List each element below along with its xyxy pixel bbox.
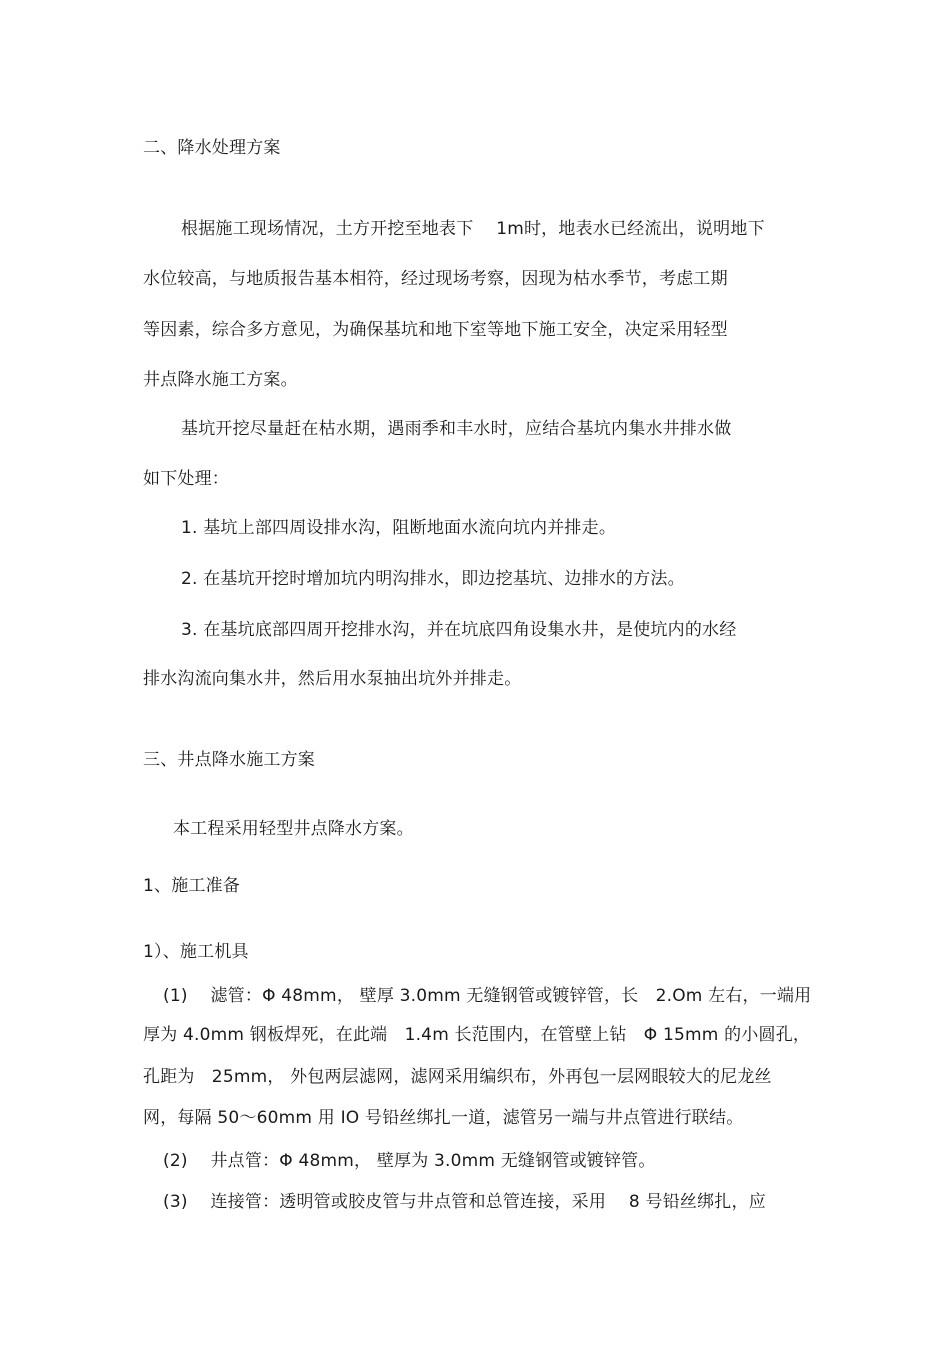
section-heading-3: 三、井点降水施工方案 (143, 750, 315, 770)
list-item: (2) 井点管：Φ 48mm， 壁厚为 3.0mm 无缝钢管或镀锌管。 (163, 1151, 656, 1171)
list-item-continuation: 孔距为 25mm， 外包两层滤网，滤网采用编织布，外再包一层网眼较大的尼龙丝 (143, 1067, 772, 1087)
list-item-continuation: 排水沟流向集水井，然后用水泵抽出坑外并排走。 (143, 669, 522, 689)
list-item: 2. 在基坑开挖时增加坑内明沟排水，即边挖基坑、边排水的方法。 (181, 569, 685, 589)
paragraph-line: 基坑开挖尽量赶在枯水期，遇雨季和丰水时，应结合基坑内集水井排水做 (181, 419, 732, 439)
subsection-heading: 1、施工准备 (143, 876, 241, 896)
paragraph-line: 井点降水施工方案。 (143, 370, 298, 390)
list-item-continuation: 网，每隔 50～60mm 用 IO 号铅丝绑扎一道，滤管另一端与井点管进行联结。 (143, 1108, 744, 1128)
subsection-heading: 1）、施工机具 (143, 942, 249, 962)
paragraph-line: 根据施工现场情况，土方开挖至地表下 1m时，地表水已经流出，说明地下 (181, 219, 765, 239)
paragraph-line: 等因素，综合多方意见，为确保基坑和地下室等地下施工安全，决定采用轻型 (143, 320, 728, 340)
paragraph-line: 本工程采用轻型井点降水方案。 (173, 819, 414, 839)
paragraph-line: 水位较高，与地质报告基本相符，经过现场考察，因现为枯水季节，考虑工期 (143, 269, 728, 289)
list-item: 3. 在基坑底部四周开挖排水沟，并在坑底四角设集水井，是使坑内的水经 (181, 620, 737, 640)
list-item: (3) 连接管：透明管或胶皮管与井点管和总管连接，采用 8 号铅丝绑扎，应 (163, 1192, 766, 1212)
list-item: 1. 基坑上部四周设排水沟，阻断地面水流向坑内并排走。 (181, 518, 617, 538)
paragraph-line: 如下处理： (143, 469, 229, 489)
list-item: (1) 滤管：Φ 48mm， 壁厚 3.0mm 无缝钢管或镀锌管，长 2.Om 左右，一端用 (163, 986, 812, 1006)
section-heading-2: 二、降水处理方案 (143, 138, 281, 158)
list-item-continuation: 厚为 4.0mm 钢板焊死，在此端 1.4m 长范围内，在管壁上钻 Φ 15mm 的小圆孔， (143, 1025, 811, 1045)
